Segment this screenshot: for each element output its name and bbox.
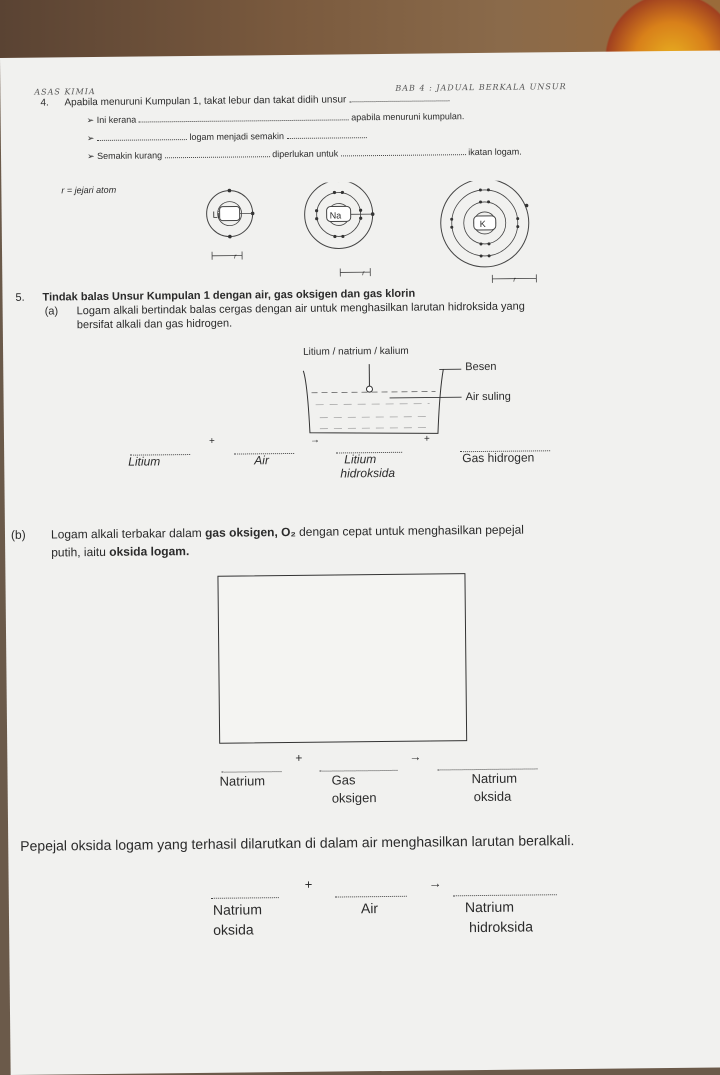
q5a-label: (a) — [44, 305, 59, 318]
water-basin-diagram — [289, 361, 470, 443]
plus-sign: + — [208, 435, 215, 447]
eq-b-product-line1: Natrium — [471, 770, 518, 787]
lithium-atom — [206, 189, 255, 260]
q4-blank-4[interactable] — [286, 137, 366, 139]
q5b-text-2 — [51, 539, 651, 559]
note-text: Pepejal oksida logam yang terhasil dilarutkan di dalam air menghasilkan larutan beralkali. — [20, 832, 575, 854]
bullet-arrow-icon: ➢ — [86, 133, 95, 144]
eq-b-reactant-1: Natrium — [219, 773, 266, 789]
q5b-text2-pre: putih, iaitu — [51, 544, 110, 560]
eq-a-reactant-2: Air — [254, 453, 269, 468]
potassium-atom — [440, 180, 536, 283]
diagram-title: Litium / natrium / kalium — [303, 345, 409, 358]
q4-blank-2[interactable] — [139, 119, 349, 122]
drawing-answer-box[interactable] — [217, 573, 467, 744]
q4-line2 — [87, 130, 367, 144]
q5b-label: (b) — [10, 527, 26, 542]
q5b-text-o2: , O₂ — [274, 524, 296, 540]
eq-a-product-1-line1: Litium — [344, 452, 377, 467]
eq-c-reactant-1-line2: oksida — [213, 921, 254, 938]
q5b-text — [51, 521, 711, 542]
q4-blank-1[interactable] — [349, 100, 449, 102]
q5a-text-2: bersifat alkali dan gas hidrogen. — [76, 317, 233, 332]
eq-a-product-2: Gas hidrogen — [462, 450, 535, 466]
arrow-icon: → — [409, 749, 422, 764]
radius-r-k: r — [513, 276, 516, 284]
eq-b-reactant-2-line1: Gas — [331, 772, 356, 788]
q4-line1-end: apabila menuruni kumpulan. — [351, 111, 465, 123]
q4-line3-end: ikatan logam. — [468, 146, 522, 158]
sodium-atom — [304, 180, 375, 277]
eq-a-reactant-1: Litium — [128, 454, 161, 469]
label-distilled-water: Air suling — [465, 390, 511, 404]
q5b-text2-bold: oksida logam. — [109, 544, 190, 559]
arrow-icon: → — [428, 875, 442, 891]
radius-label: r = jejari atom — [61, 184, 117, 196]
header-right: BAB 4 : JADUAL BERKALA UNSUR — [395, 82, 567, 93]
q5-title: Tindak balas Unsur Kumpulan 1 dengan air, gas oksigen dan gas klorin — [42, 287, 416, 304]
atom-symbol-na: Na — [329, 210, 342, 221]
q4-line3 — [87, 147, 522, 163]
eq-b-reactant-2-line2: oksigen — [331, 790, 377, 806]
atom-symbol-k: K — [479, 218, 486, 229]
q4-line3-mid: diperlukan untuk — [272, 148, 339, 160]
q5a-text: Logam alkali bertindak balas cergas dengan air untuk menghasilkan larutan hidroksida yang — [76, 300, 525, 318]
radius-r-na: r — [362, 270, 365, 278]
plus-sign: + — [304, 876, 313, 892]
plus-sign: + — [423, 433, 430, 445]
eq-c-reactant-2: Air — [360, 900, 379, 917]
q4-line1-start: Ini kerana — [96, 114, 137, 125]
eq-c-product-line1: Natrium — [464, 898, 515, 916]
eq-c-reactant-1-line1: Natrium — [212, 901, 263, 918]
eq-c-product-line2: hidroksida — [469, 918, 534, 936]
eq-b-product-line2: oksida — [473, 788, 512, 805]
bullet-arrow-icon: ➢ — [86, 151, 95, 162]
atom-symbol-li: Li — [212, 209, 220, 220]
eq-a-product-1-line2: hidroksida — [340, 465, 396, 481]
q5b-text-bold: gas oksigen — [204, 525, 275, 540]
q4-line3-start: Semakin kurang — [97, 150, 163, 161]
worksheet-page — [0, 50, 720, 1074]
header-left: ASAS KIMIA — [34, 87, 96, 97]
label-basin: Besen — [465, 360, 497, 374]
q5b-text-pre: Logam alkali terbakar dalam — [50, 525, 206, 542]
q4-line2-mid: logam menjadi semakin — [189, 131, 285, 143]
plus-sign: + — [295, 750, 303, 765]
q4-blank-3[interactable] — [97, 139, 187, 141]
q4-text — [64, 93, 504, 109]
atom-diagrams — [191, 180, 552, 294]
q4-number: 4. — [40, 97, 49, 109]
arrow-icon: → — [309, 434, 321, 446]
radius-r-li: r — [234, 253, 237, 261]
q4-blank-5[interactable] — [165, 156, 270, 158]
q4-blank-6[interactable] — [341, 154, 466, 156]
q4-text-label: Apabila menuruni Kumpulan 1, takat lebur dan takat didih unsur — [64, 94, 347, 109]
q4-line1 — [87, 111, 465, 126]
q5-number: 5. — [15, 291, 25, 304]
q5b-text-post: dengan cepat untuk menghasilkan pepejal — [295, 522, 524, 539]
bullet-arrow-icon: ➢ — [86, 115, 95, 126]
